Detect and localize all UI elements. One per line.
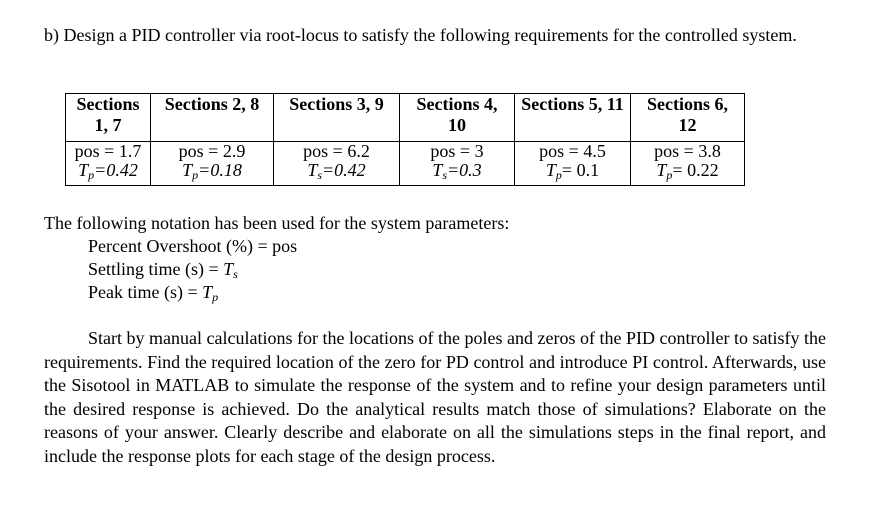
overshoot-value: pos = 1.7 bbox=[74, 141, 142, 161]
overshoot-value: pos = 3 bbox=[430, 141, 484, 161]
table-header-cell: Sections 4, 10 bbox=[400, 94, 515, 142]
table-header-cell: Sections 6, 12 bbox=[631, 94, 745, 142]
time-value: $T_p= 0.22$ bbox=[656, 160, 719, 182]
notation-peak-time: Peak time $(s) = T_p$ bbox=[88, 282, 219, 304]
requirements-table bbox=[65, 93, 745, 186]
overshoot-value: pos = 6.2 bbox=[303, 141, 370, 161]
instructions-paragraph: Start by manual calculations for the locations of the poles and zeros of the PID controller to satisfy the requirements. Find the required location of the zero for PD control and introduce PI control. Afterwards, use the Sisotool in MATLAB to simulate the response of the system and to refine your design parameters until the desired response is achieved. Do the analytical results match those of simulations? Elaborate on the reasons of your answer. Clearly describe and elaborate on all the simulations steps in the final report, and include the response plots for each stage of the design process. bbox=[44, 328, 826, 466]
time-value: $T_s=0.3$ bbox=[432, 160, 482, 182]
notation-overshoot: Percent Overshoot (%) = pos bbox=[88, 236, 298, 256]
table-header-cell: Sections 1, 7 bbox=[66, 94, 151, 142]
overshoot-value: pos = 3.8 bbox=[654, 141, 721, 161]
table-header-cell: Sections 2, 8 bbox=[151, 94, 274, 142]
table-header-cell: Sections 3, 9 bbox=[274, 94, 400, 142]
notation-settling-time: Settling time $(s) = T_s$ bbox=[88, 259, 238, 281]
table-value-row bbox=[66, 142, 745, 186]
table-header-row bbox=[66, 94, 745, 142]
table-cell bbox=[151, 142, 274, 186]
table-cell bbox=[400, 142, 515, 186]
table-header-cell: Sections 5, 11 bbox=[515, 94, 631, 142]
table-cell bbox=[515, 142, 631, 186]
table-cell bbox=[66, 142, 151, 186]
time-value: $T_p= 0.1$ bbox=[545, 160, 600, 182]
time-value: $T_p=0.42$ bbox=[78, 160, 138, 182]
overshoot-value: pos = 4.5 bbox=[539, 141, 606, 161]
table-cell bbox=[274, 142, 400, 186]
notation-intro: The following notation has been used for the system parameters: bbox=[44, 213, 510, 233]
time-value: $T_s=0.42$ bbox=[307, 160, 366, 182]
question-heading: b) Design a PID controller via root-locus to satisfy the following requirements for the controlled system. bbox=[44, 25, 797, 45]
time-value: $T_p=0.18$ bbox=[182, 160, 242, 182]
overshoot-value: pos = 2.9 bbox=[178, 141, 246, 161]
table-cell bbox=[631, 142, 745, 186]
